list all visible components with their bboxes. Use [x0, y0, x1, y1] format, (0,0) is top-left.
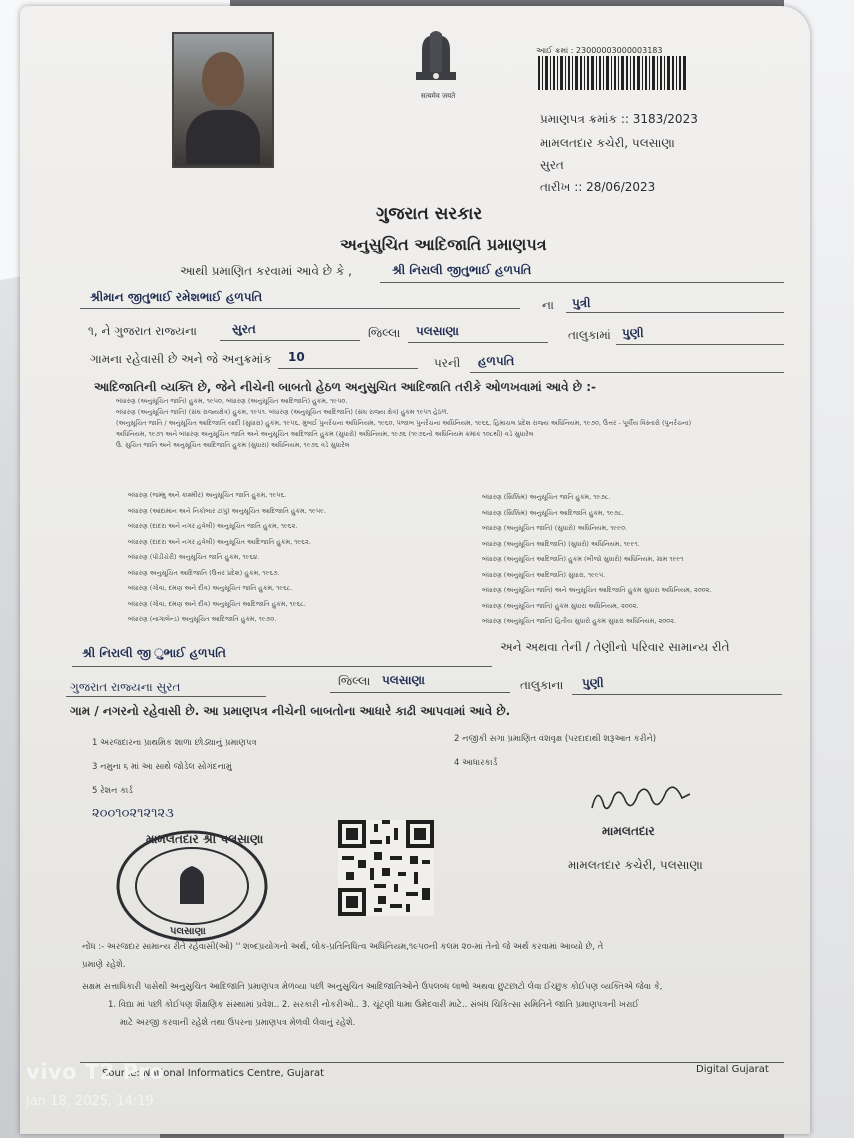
- note-purposes: 1. વિદ્યા માં પછી કોઈપણ શૈક્ષણિક સંસ્થામાં પ્રવેશ.. 2. સરકારી નોકરીઓ.. 3. ચૂંટણી ધામા ઉમેદવારી માટે.. સંબંધ ચિકિત્સા સમિતિને જાતિ પ્રમાણપત્રની ખરાઈ: [108, 1000, 639, 1010]
- village-basis-line: ગામ / નગરનો રહેવાસી છે. આ પ્રમાણપત્ર નીચેની બાબતોના આધારે કાઢી આપવામાં આવે છે.: [70, 704, 511, 718]
- par-label: પરની: [434, 356, 461, 370]
- signatory-office: મામલતદાર કચેરી, પલસાણા: [568, 858, 703, 872]
- certificate-number: પ્રમાણપત્ર ક્રમાંક :: 3183/2023: [540, 112, 698, 126]
- schedule-item: બંધારણ (દાદરા અને નગર હવેલી) અનુસૂચિત જાતિ હુકમ, ૧૯૬૨.: [128, 522, 298, 530]
- rule: [80, 308, 520, 309]
- note-residence: નોંધ :- અરજદાર સામાન્ય રીતે રહેવાસી(ઓ) '' શબ્દપ્રયોગનો અર્થ, લોક-પ્રતિનિધિત્વ અધિનિયમ,૧૯૫૦ની કલમ ૨૦-માં તેનો જે અર્થ કરવામાં આવ્યો છે, તે: [82, 942, 604, 952]
- state-prefix: ૧, ને ગુજરાત રાજ્યના: [88, 324, 197, 338]
- signatory-title: મામલતદાર: [602, 824, 655, 838]
- seal-text-top: મામલતદાર શ્રી પલસાણા: [146, 832, 264, 846]
- resident-text: ગામના રહેવાસી છે અને જે અનુક્રમાંક: [90, 352, 272, 366]
- schedule-item: બંધારણ (સિક્કિમ) અનુસૂચિત આદિજાતિ હુકમ, ૧૯૭૮.: [482, 508, 624, 517]
- rule: [72, 666, 492, 667]
- taluka-value: પલસાણા: [416, 324, 459, 338]
- office-name: મામલતદાર કચેરી, પલસાણા: [540, 136, 675, 150]
- tribe-recognition-line: આદિજાતિની વ્યક્તિ છે, જેને નીચેની બાબતો હેઠળ અનુસુચિત આદિજાતિ તરીકે ઓળખવામાં આવે છે :-: [94, 380, 596, 394]
- rule: [330, 692, 510, 693]
- taluka2-label: તાલુકાના: [520, 678, 564, 692]
- schedule-item: બંધારણ (અનુસૂચિત આદિજાતિ) (સુધારો) અધિનિયમ, ૧૯૯૧.: [482, 539, 640, 548]
- footer-rule: [80, 1062, 784, 1063]
- schedule-item: બંધારણ અનુસૂચિત આદિજાતિ (ઉત્તર પ્રદેશ) હુકમ, ૧૯૬૭.: [128, 568, 280, 577]
- ration-card-number: ૨૦૦૧૦૨૧૨૧૨૩: [92, 806, 174, 821]
- certificate-paper: [20, 6, 810, 1134]
- doc-item: 1 અરજદારના પ્રાથમિક શાળા છોડ્યાનું પ્રમાણપત્ર: [92, 738, 257, 748]
- schedule-item: બંધારણ (અનુસૂચિત જાતિ) (સુધારો) અધિનિયમ, ૧૯૯૦.: [482, 524, 628, 532]
- schedule-item: બંધારણ (અનુસૂચિત જાતિ) અને અનુસૂચિત આદિજાતિ હુકમ સુધારા અધિનિયમ, ૨૦૦૨.: [482, 586, 712, 594]
- schedule-item: બંધારણ (અનુસૂચિત જાતિ) હિતીય સુધારો હુકમ સુધારા અધિનિયમ, ૨૦૦૨.: [482, 617, 676, 625]
- rule: [220, 340, 360, 341]
- schedule-intro-line: (અનુસૂચિત જાતિ / અનુસૂચિત આદિજાતિ યાદી (સુધારા) હુકમ, ૧૯૫૬, મુંબઈ પુનર્રચના અધિનિયમ, ૧૯૬૦, પંજાબ પુનર્રચના અધિનિયમ, ૧૯૬૬, હિમાચલ પ્રદેશ રાજ્ય અધિનિયમ, ૧૯૭૦, ઉત્તર - પૂર્વીય વિસ્તારો (પુનર્રચના): [116, 419, 692, 427]
- schedule-item: બંધારણ (નાગાલેન્ડ) અનુસૂચિત આદિજાતિ હુકમ, ૧૯૭૦.: [128, 615, 277, 623]
- rule: [616, 344, 784, 345]
- relation-value: પુત્રી: [572, 296, 591, 310]
- photo-face: [202, 52, 244, 106]
- schedule-right-column: [482, 490, 782, 630]
- office-seal: [108, 826, 276, 944]
- schedule-intro-line: બંધારણ (અનુસૂચિત જાતિ) હુકમ, ૧૯૫૦, બંધારણ (અનુસૂચિત આદિજાતિ) હુકમ, ૧૯૫૦.: [116, 397, 348, 405]
- doc-item: 2 નજીકી સગા પ્રમાણિત વંશવૃક્ષ (પરદાદાથી શરૂઆત કરીને): [454, 734, 657, 744]
- schedule-intro-line: બંધારણ (અનુસૂચિત જાતિ) (સંઘ રાજ્યક્ષેત્ર) હુકમ, ૧૯૫૧. બંધારણ (અનુસૂચિત આદિજાતિ) (સંઘ રાજ્ય ક્ષેત્ર) હુકમ ૧૯૫૧ હેઠળ.: [116, 408, 449, 416]
- applicant-photo: [172, 32, 274, 168]
- rule: [470, 372, 784, 373]
- district-label: જિલ્લા: [368, 326, 401, 340]
- schedule-item: બંધારણ (પોંડીચેરી) અનુસૂચિત જાતિ હુકમ, ૧૯૬૪.: [128, 553, 260, 561]
- doc-item: 4 આધારકાર્ડ: [454, 758, 498, 768]
- second-holder-name: શ્રી નિરાલી જી ુભાઈ હળપતિ: [82, 646, 226, 660]
- signature-icon: [586, 778, 696, 820]
- rule: [572, 694, 782, 695]
- na-label: ના: [542, 298, 554, 312]
- village-value: પુણી: [622, 326, 644, 340]
- qr-code: [338, 820, 434, 916]
- rule: [380, 282, 784, 283]
- doc-item: 3 નમુના ૬ માં આ સાથે જોડેલ સોગંદનામું: [92, 762, 232, 772]
- schedule-intro-line: અધિનિયમ, ૧૯૭૧ અને બંધારણ અનુસૂચિત જાતિ અને અનુસૂચિત આદિજાતિ હુકમ (સુધારો) અધિનિયમ, ૧૯૭૬ (૧૯૭૬નો અધિનિયમ ક્રમાંક ૧૦૮થી) વડે સુધારેલ: [116, 430, 534, 438]
- certificate-date: તારીખ :: 28/06/2023: [540, 180, 656, 194]
- doc-item: 5 રેશન કાર્ડ: [92, 786, 133, 796]
- footer-source: Source: National Informatics Centre, Gujarat: [102, 1068, 325, 1079]
- family-text: અને અથવા તેની / તેણીનો પરિવાર સામાન્ય રીતે: [500, 640, 730, 654]
- note-verification: માટે અરજી કરવાની રહેશે તથા ઉપરના પ્રમાણપત્ર મેળવી લેવાનું રહેશે.: [120, 1018, 356, 1028]
- certificate-title: અનુસુચિત આદિજાતિ પ્રમાણપત્ર: [340, 235, 547, 254]
- rule: [278, 368, 418, 369]
- district2-value: પલસાણા: [382, 673, 425, 687]
- tribe-value: હળપતિ: [478, 354, 515, 368]
- note-benefits: સક્ષમ સત્તાધિકારી પાસેથી અનુસુચિત આદિજાતિ પ્રમાણપત્ર મેળવ્યા પછી અનુસુચિત આદિજાતિઓને ઉપલબ્ધ લાભો અથવા છુટછાટો લેવા ઈચ્છુક કોઈપણ વ્યક્તિએ જેવા કે,: [82, 982, 663, 992]
- state-district: ગુજરાત રાજ્યના સુરત: [70, 680, 181, 694]
- camera-watermark-brand: vivo T2 Pro: [26, 1060, 165, 1084]
- schedule-intro-line: ઉ. સુચિત જાતિ અને અનુસૂચિત આદિજાતિ હુકમ (સુધારા) અધિનિયમ, ૧૯૭૬ વડે સુધારેલ: [116, 441, 350, 449]
- office-city: સુરત: [540, 158, 564, 172]
- schedule-item: બંધારણ (ગોવા, દમણ અને દીવ) અનુસૂચિત જાતિ હુકમ, ૧૯૬૮.: [128, 584, 293, 592]
- village2-value: પુણી: [582, 676, 604, 690]
- schedule-item: બંધારણ (આંદામાન અને નિકોબાર ટાપુ) અનુસૂચિત આદિજાતિ હુકમ, ૧૯૫૯.: [128, 506, 327, 515]
- schedule-item: બંધારણ (દાદરા અને નગર હવેલી) અનુસૂચિત આદિજાતિ હુકમ, ૧૯૬૨.: [128, 537, 311, 546]
- father-name: શ્રીમાન જીતુભાઈ રમેશભાઈ હળપતિ: [90, 290, 263, 304]
- schedule-left-column: [128, 488, 458, 628]
- barcode-label: આઈ ક્રમાં : 23000003000003183: [536, 46, 663, 55]
- photo-body: [186, 110, 260, 164]
- footer-digital-gujarat: Digital Gujarat: [696, 1064, 769, 1075]
- barcode: [538, 56, 688, 90]
- schedule-item: બંધારણ (અનુસૂચિત જાતિ) હુકમ સુધારા અધિનિયમ, ૨૦૦૨.: [482, 601, 639, 610]
- taluka-label: તાલુકામાં: [568, 328, 611, 342]
- schedule-item: બંધારણ (જમ્મુ અને કાશ્મીર) અનુસૂચિત જાતિ હુકમ, ૧૯૫૬.: [128, 491, 287, 499]
- rule: [566, 312, 784, 313]
- schedule-item: બંધારણ (સિક્કિમ) અનુસૂચિત જાતિ હુકમ, ૧૯૭૮.: [482, 493, 611, 501]
- holder-name: શ્રી નિરાલી જીતુભાઈ હળપતિ: [392, 263, 532, 277]
- rule: [66, 696, 266, 697]
- schedule-item: બંધારણ (અનુસૂચિત આદિજાતિ) સુધારા, ૧૯૯૫.: [482, 570, 606, 579]
- signature: [586, 778, 696, 820]
- camera-watermark-datetime: Jan 18, 2025, 14:19: [26, 1094, 154, 1109]
- schedule-item: બંધારણ (અનુસૂચિત આદિજાતિ) હુકમ (બીજો સુધારો) અધિનિયમ, ગ્રામ ૧૯૯૧: [482, 555, 684, 563]
- district2-label: જિલ્લા: [338, 674, 371, 688]
- note-residence-cont: પ્રમાણે રહેશે.: [82, 960, 126, 970]
- schedule-item: બંધારણ (ગોવા, દમણ અને દીવ) અનુસૂચિત આદિજાતિ હુકમ, ૧૯૬૮.: [128, 599, 306, 608]
- serial-number: 10: [288, 350, 305, 364]
- rule: [408, 342, 548, 343]
- schedule-intro: [116, 396, 776, 451]
- emblem-motto: सत्यमेव जयते: [420, 92, 456, 100]
- certify-label: આથી પ્રમાણિત કરવામાં આવે છે કે ,: [180, 264, 352, 278]
- district-value: સુરત: [232, 322, 256, 336]
- seal-text-bottom: પલસાણા: [170, 926, 206, 937]
- national-emblem-icon: [408, 28, 464, 94]
- government-title: ગુજરાત સરકાર: [376, 204, 483, 224]
